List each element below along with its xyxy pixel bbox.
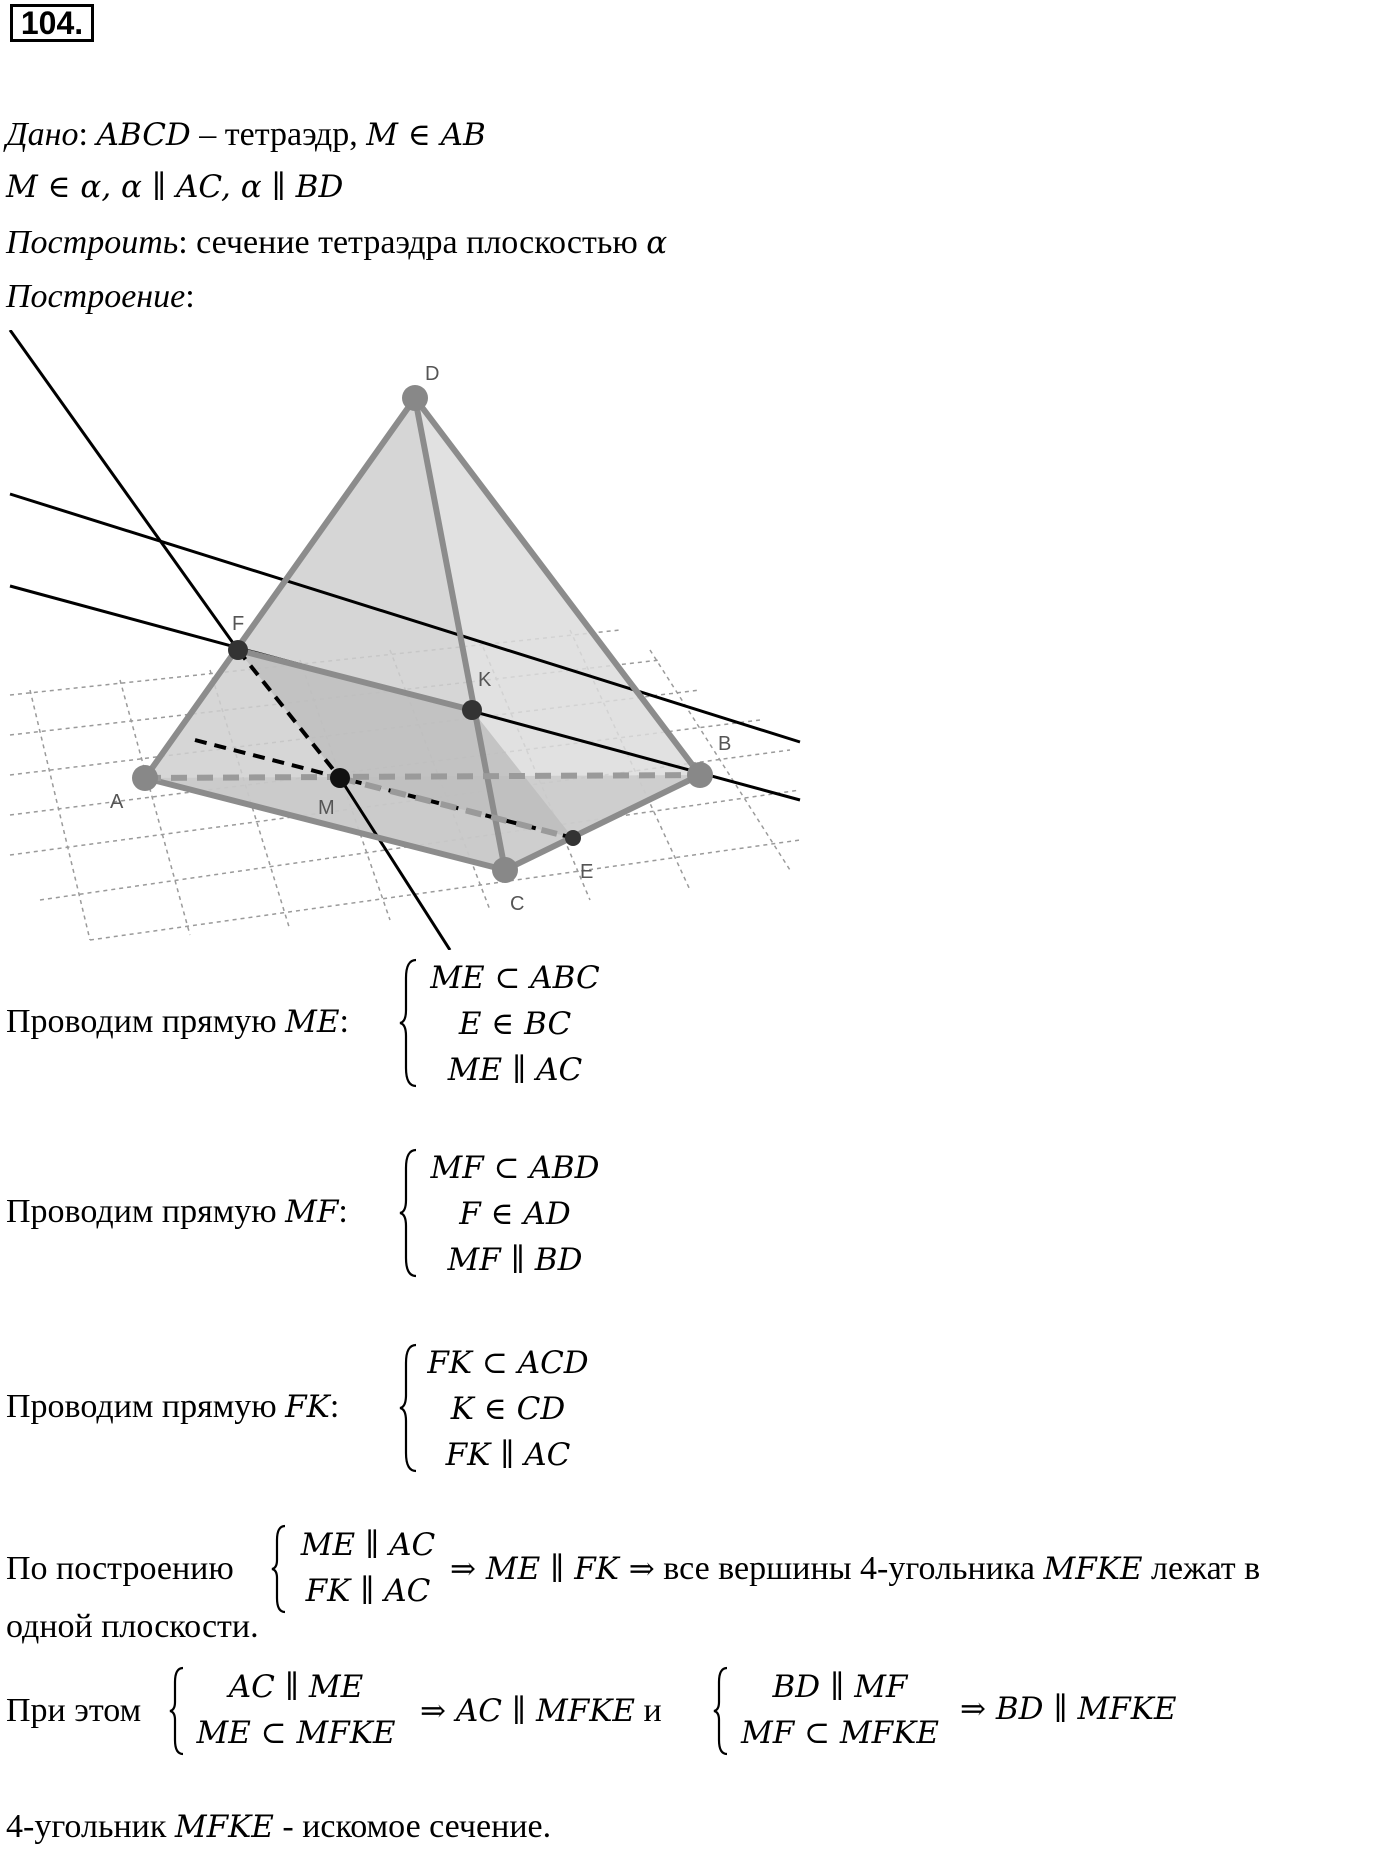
step-1-brace xyxy=(398,958,420,1088)
label-f: F xyxy=(232,613,245,635)
step-3-intro: Проводим прямую FK: xyxy=(6,1388,340,1425)
conclusion-2-middle xyxy=(420,1694,662,1728)
step-2-brace xyxy=(398,1148,420,1278)
conclusion-2-cond-4: MF ⊂ MFKE xyxy=(741,1715,939,1751)
point-k xyxy=(462,700,482,720)
step-3-cond-2: K ∈ CD xyxy=(450,1391,566,1427)
conclusion-1-line-2: одной плоскости. xyxy=(6,1608,259,1645)
label-b: B xyxy=(718,733,732,755)
step-1-cond-1: ME ⊂ ABC xyxy=(430,960,600,996)
point-b xyxy=(687,762,713,788)
conclusion-2-system-2 xyxy=(730,1664,950,1756)
step-2-cond-1: MF ⊂ ABD xyxy=(430,1150,600,1186)
point-d xyxy=(402,385,428,411)
conclusion-2-system-1 xyxy=(186,1664,406,1756)
given-point: M ∈ AB xyxy=(366,117,486,153)
step-3-cond-1: FK ⊂ ACD xyxy=(427,1345,589,1381)
step-3-text: Проводим прямую xyxy=(6,1388,286,1425)
construct-line xyxy=(6,226,667,260)
conclusion-2-brace-2 xyxy=(712,1666,730,1756)
step-1-line: ME xyxy=(285,1004,340,1040)
conclusion-1-text-a: все вершины 4-угольника xyxy=(654,1550,1044,1587)
label-c: C xyxy=(510,893,525,915)
step-2-cond-3: MF ∥ BD xyxy=(447,1242,583,1278)
construct-label: Построить xyxy=(6,224,179,261)
point-f xyxy=(228,640,248,660)
conclusion-1-system xyxy=(288,1522,448,1614)
step-2-intro: Проводим прямую MF: xyxy=(6,1193,348,1230)
step-2-text: Проводим прямую xyxy=(6,1193,286,1230)
conclusion-2-intro: При этом xyxy=(6,1692,142,1729)
conclusion-1-cond-2: FK ∥ AC xyxy=(305,1573,431,1609)
final-suffix: - искомое сечение. xyxy=(273,1808,552,1845)
step-3-line: FK xyxy=(285,1389,330,1425)
point-a xyxy=(132,765,158,791)
conclusion-1-text-b: лежат в xyxy=(1142,1550,1261,1587)
step-2-cond-2: F ∈ AD xyxy=(459,1196,571,1232)
conclusion-2-brace-1 xyxy=(168,1666,186,1756)
conclusion-1-quad: MFKE xyxy=(1043,1551,1143,1587)
label-a: A xyxy=(110,791,124,813)
step-3-cond-3: FK ∥ AC xyxy=(445,1437,571,1473)
problem-number: 104. xyxy=(10,4,94,42)
final-line xyxy=(6,1810,551,1844)
final-quad: MFKE xyxy=(174,1809,274,1845)
given-text: – тетраэдр, xyxy=(190,116,367,153)
step-2-line: MF xyxy=(285,1194,339,1230)
conclusion-2-implication-1: ⇒ AC ∥ MFKE xyxy=(420,1693,636,1729)
conclusion-1-intro: По построению xyxy=(6,1550,234,1587)
construct-text: : сечение тетраэдра плоскостью xyxy=(178,224,647,261)
given-tetra: ABCD xyxy=(96,117,191,153)
label-e: E xyxy=(580,861,594,883)
given-label: Дано xyxy=(6,116,79,153)
point-e xyxy=(565,830,581,846)
construct-symbol: α xyxy=(646,225,668,261)
conclusion-1-implication: ⇒ ME ∥ FK ⇒ xyxy=(450,1551,655,1587)
conclusion-2-cond-1: AC ∥ ME xyxy=(228,1669,364,1705)
conclusion-2-implication-2: ⇒ BD ∥ MFKE xyxy=(960,1691,1177,1727)
conclusion-2-cond-3: BD ∥ MF xyxy=(772,1669,908,1705)
construction-label: Построение xyxy=(6,278,186,315)
step-3-system xyxy=(418,1340,598,1478)
label-m: M xyxy=(318,797,335,819)
point-c xyxy=(492,857,518,883)
tetrahedron-figure xyxy=(0,330,810,950)
step-1-text: Проводим прямую xyxy=(6,1003,286,1040)
final-prefix: 4-угольник xyxy=(6,1808,175,1845)
point-m xyxy=(330,768,350,788)
step-1-cond-2: E ∈ BC xyxy=(458,1006,572,1042)
label-d: D xyxy=(425,363,440,385)
conclusion-2-and: и xyxy=(635,1692,662,1729)
step-1-cond-3: ME ∥ AC xyxy=(447,1052,583,1088)
construction-heading: Построение: xyxy=(6,278,195,315)
label-k: K xyxy=(478,669,492,691)
conclusion-1-cond-1: ME ∥ AC xyxy=(300,1527,436,1563)
step-3-brace xyxy=(398,1343,420,1473)
conclusion-2-cond-2: ME ⊂ MFKE xyxy=(196,1715,396,1751)
step-1-intro: Проводим прямую ME: xyxy=(6,1003,349,1040)
conclusion-1-rest xyxy=(450,1552,1260,1586)
given-line-1: Дано: ABCD – тетраэдр, M ∈ AB xyxy=(6,116,486,153)
step-2-system xyxy=(420,1145,610,1283)
given-line-2: M ∈ α, α ∥ AC, α ∥ BD xyxy=(6,169,344,205)
conclusion-1-brace xyxy=(270,1524,288,1614)
step-1-system xyxy=(420,955,610,1093)
